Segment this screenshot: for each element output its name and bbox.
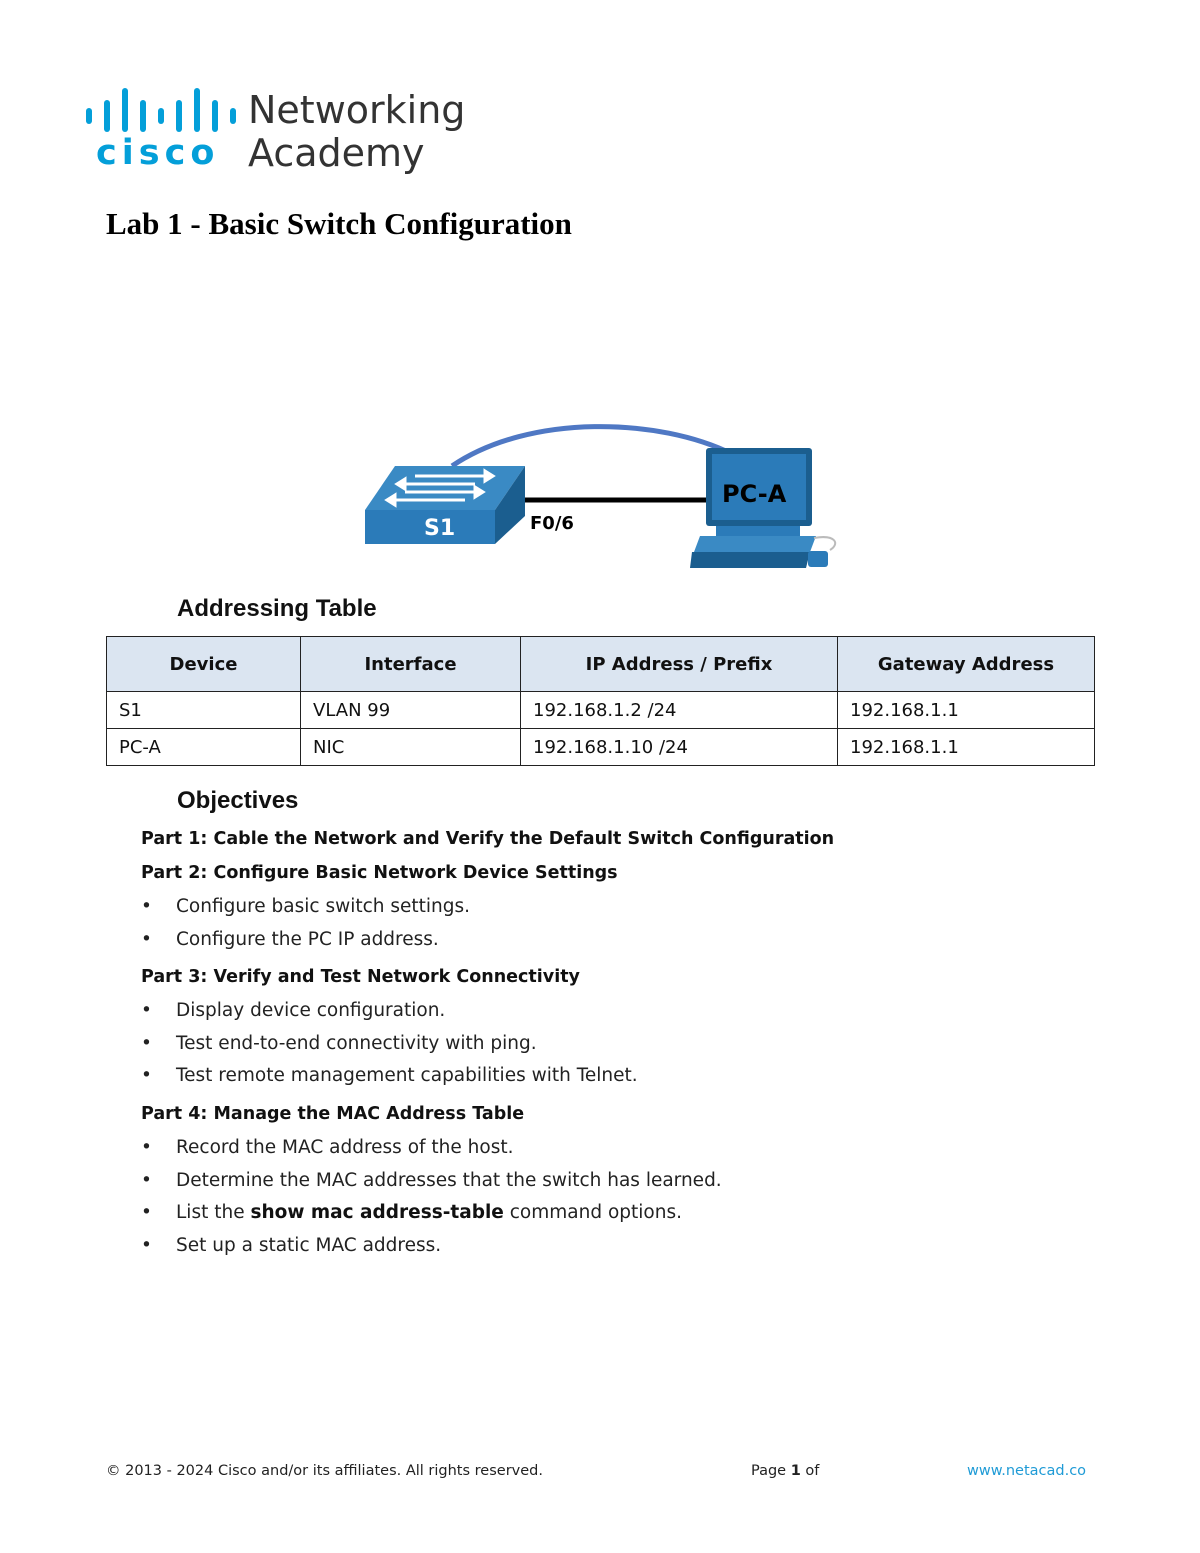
- table-cell: 192.168.1.10 /24: [521, 729, 838, 766]
- list-item-text: Set up a static MAC address.: [176, 1235, 442, 1257]
- table-cell: 192.168.1.1: [838, 692, 1095, 729]
- part-2-list: [141, 891, 470, 956]
- list-item-text: Record the MAC address of the host.: [176, 1137, 514, 1158]
- list-item: [141, 1060, 638, 1093]
- list-item-text: Configure basic switch settings.: [176, 896, 471, 917]
- list-item-text-after: command options.: [503, 1202, 682, 1224]
- table-header-cell: Device: [107, 637, 301, 692]
- list-item: [141, 891, 470, 924]
- part-2-heading: Part 2: Configure Basic Network Device Settings: [141, 863, 618, 883]
- cisco-bars-icon: [86, 88, 236, 132]
- part-1-heading: Part 1: Cable the Network and Verify the Default Switch Configuration: [141, 829, 835, 849]
- list-item: [141, 1197, 722, 1230]
- table-cell: S1: [107, 692, 301, 729]
- list-item: [141, 1165, 722, 1198]
- bullet-icon: •: [141, 1235, 152, 1257]
- table-header-cell: Interface: [301, 637, 521, 692]
- page-prefix: Page: [751, 1463, 791, 1479]
- table-row: [107, 692, 1095, 729]
- list-item-text: Test remote management capabilities with Telnet.: [176, 1065, 638, 1087]
- objectives-heading: Objectives: [177, 787, 299, 814]
- bullet-icon: •: [141, 1032, 152, 1054]
- table-cell: 192.168.1.1: [838, 729, 1095, 766]
- table-row: [107, 729, 1095, 766]
- bullet-icon: •: [141, 1137, 152, 1158]
- list-item-text: Display device configuration.: [176, 1000, 446, 1021]
- footer-link[interactable]: www.netacad.co: [967, 1463, 1087, 1479]
- pc-icon: [690, 448, 835, 568]
- table-cell: VLAN 99: [301, 692, 521, 729]
- switch-label: S1: [424, 516, 456, 541]
- part-3-list: [141, 995, 638, 1093]
- list-item: [141, 995, 638, 1028]
- list-item: [141, 1132, 722, 1165]
- logo-line-academy: Academy: [248, 131, 425, 175]
- table-header-cell: Gateway Address: [838, 637, 1095, 692]
- logo-line-networking: Networking: [248, 88, 466, 132]
- page-suffix: of: [800, 1463, 820, 1479]
- bullet-icon: •: [141, 1202, 152, 1224]
- command-text: show mac address-table: [250, 1202, 504, 1224]
- table-cell: PC-A: [107, 729, 301, 766]
- list-item-text: Configure the PC IP address.: [176, 928, 439, 950]
- list-item: [141, 924, 470, 957]
- cisco-networking-academy-logo: [84, 86, 474, 181]
- console-cable: [452, 427, 732, 466]
- bullet-icon: •: [141, 1065, 152, 1087]
- table-header-row: [107, 637, 1095, 692]
- bullet-icon: •: [141, 928, 152, 950]
- page-number: 1: [790, 1463, 801, 1479]
- topology-diagram: [360, 418, 850, 578]
- cisco-wordmark: cisco: [96, 133, 220, 173]
- list-item-text-before: List the: [176, 1202, 251, 1224]
- document-title: Lab 1 - Basic Switch Configuration: [106, 206, 572, 241]
- part-4-heading: Part 4: Manage the MAC Address Table: [141, 1104, 525, 1124]
- list-item-text: Determine the MAC addresses that the switch has learned.: [176, 1169, 722, 1191]
- part-4-list: [141, 1132, 722, 1263]
- table-cell: 192.168.1.2 /24: [521, 692, 838, 729]
- list-item-text: Test end-to-end connectivity with ping.: [176, 1032, 537, 1054]
- table-cell: NIC: [301, 729, 521, 766]
- addressing-table: [106, 636, 1095, 766]
- port-label: F0/6: [530, 513, 574, 534]
- bullet-icon: •: [141, 1000, 152, 1021]
- footer-page-number: [751, 1463, 819, 1479]
- footer-copyright: © 2013 - 2024 Cisco and/or its affiliates. All rights reserved.: [106, 1463, 543, 1479]
- part-3-heading: Part 3: Verify and Test Network Connectivity: [141, 967, 580, 987]
- list-item: [141, 1230, 722, 1263]
- bullet-icon: •: [141, 1169, 152, 1191]
- list-item: [141, 1028, 638, 1061]
- addressing-table-heading: Addressing Table: [177, 595, 377, 622]
- bullet-icon: •: [141, 896, 152, 917]
- pc-label: PC-A: [722, 480, 787, 508]
- table-header-cell: IP Address / Prefix: [521, 637, 838, 692]
